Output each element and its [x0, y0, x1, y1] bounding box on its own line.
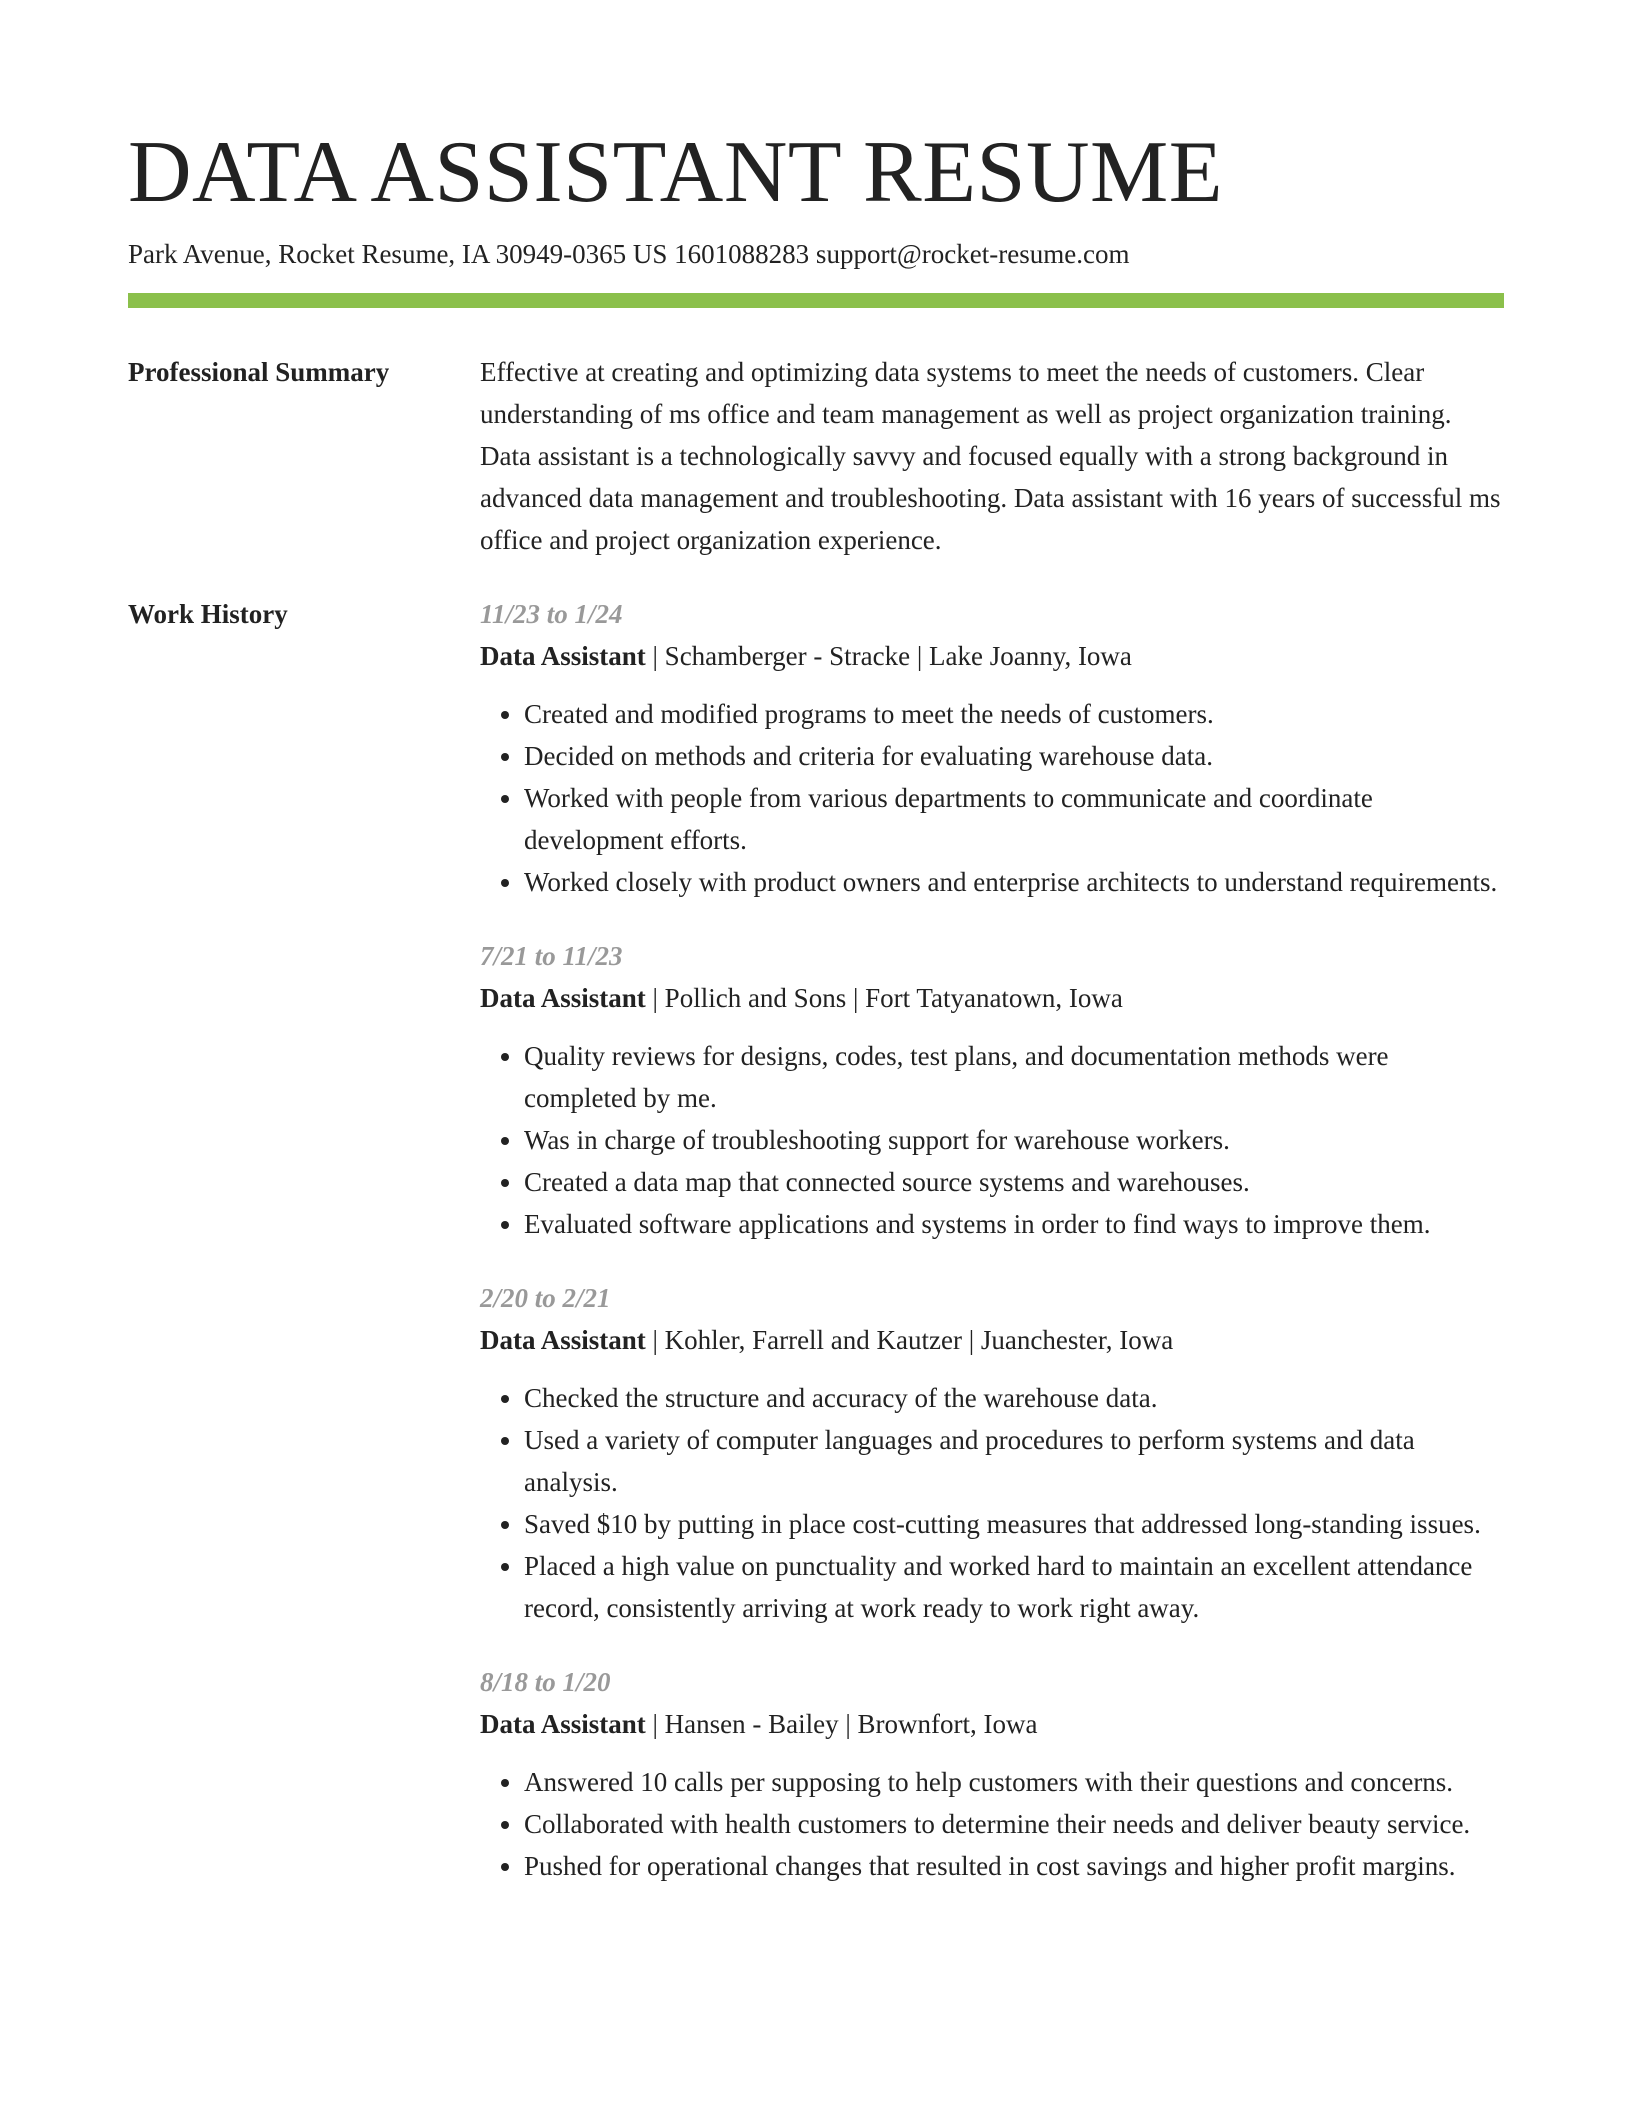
job-bullet: • Used a variety of computer languages and procedures to perform systems and data analysis.	[524, 1419, 1504, 1503]
job-entry	[480, 935, 1504, 1245]
job-bullet: • Created and modified programs to meet the needs of customers.	[524, 693, 1504, 735]
contact-line: Park Avenue, Rocket Resume, IA 30949-0365 US 1601088283 support@rocket-resume.com	[128, 239, 1130, 269]
job-entry	[480, 593, 1504, 903]
job-entry	[480, 1661, 1504, 1887]
work-history-body	[480, 593, 1504, 1919]
job-bullet-list	[480, 1035, 1504, 1245]
job-bullet: • Worked closely with product owners and enterprise architects to understand requirements.	[524, 861, 1504, 903]
job-title-line	[480, 1319, 1504, 1361]
job-dates: 8/18 to 1/20	[480, 1667, 611, 1697]
job-bullet: • Evaluated software applications and systems in order to find ways to improve them.	[524, 1203, 1504, 1245]
job-bullet-list	[480, 1761, 1504, 1887]
job-title: Data Assistant	[480, 641, 646, 671]
job-dates: 2/20 to 2/21	[480, 1283, 611, 1313]
job-title-line	[480, 1703, 1504, 1745]
job-details: | Hansen - Bailey | Brownfort, Iowa	[645, 1709, 1038, 1739]
resume-title: DATA ASSISTANT RESUME	[128, 124, 1223, 221]
section-label-professional-summary: Professional Summary	[128, 357, 390, 387]
job-bullet-list	[480, 1377, 1504, 1629]
summary-text: Effective at creating and optimizing data systems to meet the needs of customers. Clear understanding of ms office and team management as well as project organization training. Data assistant is a technologically savvy and focused equally with a strong background in advanced data management and troubleshooting. Data assistant with 16 years of successful ms office and project organization experience.	[480, 357, 1501, 555]
job-bullet: • Placed a high value on punctuality and worked hard to maintain an excellent attendance record, consistently arriving at work ready to work right away.	[524, 1545, 1504, 1629]
professional-summary-section	[128, 351, 1504, 561]
job-details: | Kohler, Farrell and Kautzer | Juanchester, Iowa	[645, 1325, 1174, 1355]
job-bullet: • Checked the structure and accuracy of the warehouse data.	[524, 1377, 1504, 1419]
job-bullet-list	[480, 693, 1504, 903]
section-label-work-history: Work History	[128, 599, 288, 629]
job-bullet: • Quality reviews for designs, codes, test plans, and documentation methods were completed by me.	[524, 1035, 1504, 1119]
job-bullet: • Worked with people from various departments to communicate and coordinate development efforts.	[524, 777, 1504, 861]
job-title: Data Assistant	[480, 983, 646, 1013]
job-details: | Pollich and Sons | Fort Tatyanatown, Iowa	[645, 983, 1123, 1013]
job-details: | Schamberger - Stracke | Lake Joanny, Iowa	[645, 641, 1132, 671]
job-bullet: • Was in charge of troubleshooting support for warehouse workers.	[524, 1119, 1504, 1161]
work-history-section	[128, 593, 1504, 1919]
job-entry	[480, 1277, 1504, 1629]
job-title-line	[480, 635, 1504, 677]
job-dates: 11/23 to 1/24	[480, 599, 623, 629]
job-bullet: • Collaborated with health customers to determine their needs and deliver beauty service.	[524, 1803, 1504, 1845]
job-bullet: • Saved $10 by putting in place cost-cutting measures that addressed long-standing issues.	[524, 1503, 1504, 1545]
job-bullet: • Created a data map that connected source systems and warehouses.	[524, 1161, 1504, 1203]
job-title: Data Assistant	[480, 1709, 646, 1739]
professional-summary-body	[480, 351, 1504, 561]
job-bullet: • Decided on methods and criteria for evaluating warehouse data.	[524, 735, 1504, 777]
job-bullet: • Pushed for operational changes that resulted in cost savings and higher profit margins.	[524, 1845, 1504, 1887]
job-dates: 7/21 to 11/23	[480, 941, 623, 971]
job-bullet: • Answered 10 calls per supposing to help customers with their questions and concerns.	[524, 1761, 1504, 1803]
accent-divider	[128, 293, 1504, 308]
job-title: Data Assistant	[480, 1325, 646, 1355]
job-title-line	[480, 977, 1504, 1019]
